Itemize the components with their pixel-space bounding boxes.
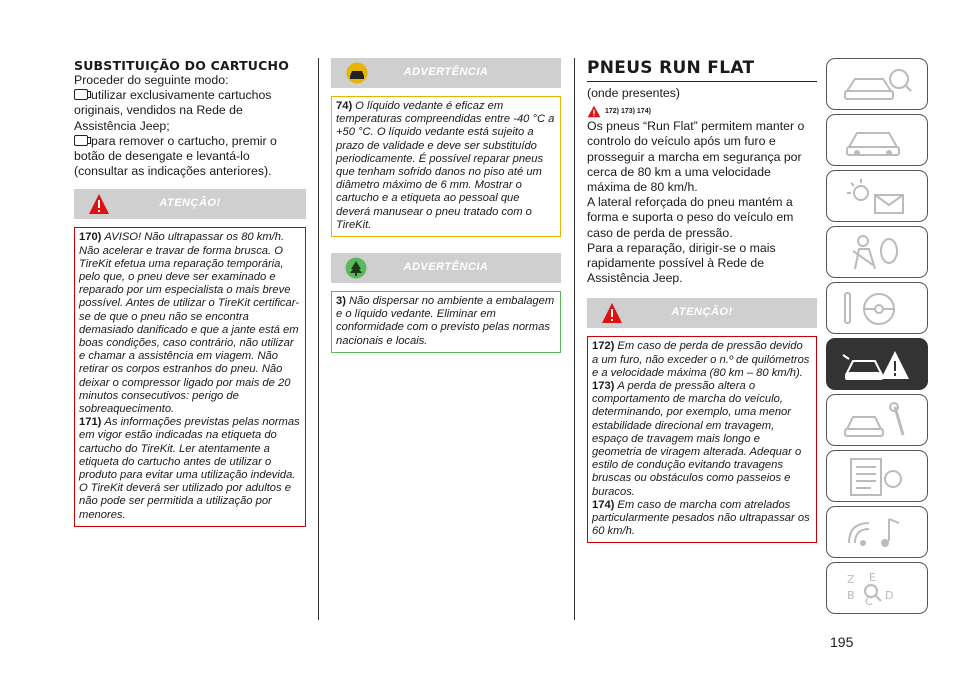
svg-text:C: C [865, 595, 873, 608]
bullet-item: utilizar exclusivamente cartuchos originais, vendidos na Rede de Assistência Jeep; [74, 88, 272, 133]
environment-title: ADVERTÊNCIA [403, 261, 489, 274]
environment-header [331, 253, 561, 283]
column-divider [574, 58, 575, 620]
section-title: PNEUS RUN FLAT [587, 58, 817, 82]
tab-driving[interactable] [826, 282, 928, 334]
car-emergency-icon [841, 345, 913, 385]
attention-header [74, 189, 306, 219]
subtitle: (onde presentes) [587, 86, 680, 100]
note-item: 174) Em caso de marcha com atrelados particularmente pesados não ultrapassar os 60 km/h. [592, 498, 810, 538]
tab-index[interactable] [826, 562, 928, 614]
intro-text: Proceder do seguinte modo: [74, 73, 229, 87]
warning-triangle-icon [587, 105, 601, 118]
attention-title: ATENÇÃO! [159, 197, 221, 210]
bullet-item: para remover o cartucho, premir o botão de desengate e levantá-lo (consultar as indicações anteriores). [74, 133, 277, 179]
lights-mail-icon [841, 177, 913, 217]
svg-text:Z: Z [847, 573, 855, 586]
tab-car-info[interactable] [826, 58, 928, 110]
bullet-icon [74, 89, 88, 100]
note-item: 170) AVISO! Não ultrapassar os 80 km/h. Não acelerar e travar de forma brusca. O TireKit efetua uma reparação temporária, pelo que, o pneu deve ser examinado e reparado por um especialista o mais breve possível. Antes de utilizar o TireKit certificar-se de que o pneu não se encontra demasiado danificado e que a jante está em boas condições, caso contrário, não utilizar e chamar a assistência em viagem. Não retirar os corpos estranhos do pneu. Não deixar o compressor ligado por mais de 20 minutos consecutivos: perigo de sobreaquecimento. [79, 231, 300, 416]
tab-safety[interactable] [826, 226, 928, 278]
note-item: 171) As informações previstas pelas normas em vigor estão indicadas na etiqueta do cartucho do TireKit. Ler atentamente a etiqueta do cartucho antes de utilizar o produto para evitar uma utilização indevida. O TireKit deverá ser utilizado por adultos e não pode ser permitida a utilização por menores. [79, 416, 300, 521]
column-middle [331, 58, 561, 353]
paragraph: A lateral reforçada do pneu mantém a forma e suporta o peso do veículo em caso de perda de pressão. [587, 195, 794, 240]
chapter-tabs [826, 58, 928, 618]
attention-header [587, 298, 817, 328]
attention-notes [74, 227, 306, 526]
paragraph: Para a reparação, dirigir-se o mais rapidamente possível à Rede de Assistência Jeep. [587, 240, 776, 286]
steering-wheel-icon [841, 289, 913, 329]
tab-lights[interactable] [826, 170, 928, 222]
section-heading: SUBSTITUIÇÃO DO CARTUCHO [74, 58, 290, 73]
note-item: 172) Em caso de perda de pressão devido a um furo, não exceder o n.º de quilómetros e a velocidade máxima (80 km – 80 km/h). [592, 340, 810, 379]
attention-title: ATENÇÃO! [671, 306, 733, 319]
column-divider [318, 58, 319, 620]
svg-text:B: B [847, 589, 855, 602]
page-number: 195 [830, 634, 854, 650]
car-dashboard-icon [841, 121, 913, 161]
bullet-icon [74, 135, 88, 146]
multimedia-icon [841, 513, 913, 553]
reference-line [587, 103, 817, 119]
attention-notes [587, 336, 817, 543]
note-item: 173) A perda de pressão altera o comportamento de marcha do veículo, determinando, por exemplo, uma menor estabilidade direcional em travagem, espaço de travagem mais longo e geometria de viragem alterada. Adequar o estilo de condução evitando travagens bruscas ou obstáculos como passeios e buracos. [592, 380, 802, 498]
tab-maintenance[interactable] [826, 394, 928, 446]
wrench-car-icon [841, 401, 913, 441]
warning-title: ADVERTÊNCIA [403, 66, 489, 78]
column-right [587, 58, 817, 543]
column-left [74, 58, 306, 527]
alphabet-index-icon [841, 569, 913, 609]
warning-header [331, 58, 561, 88]
airbag-person-icon [841, 233, 913, 273]
note-references: 172) 173) 174) [605, 108, 651, 116]
tab-multimedia[interactable] [826, 506, 928, 558]
environment-note: 3) Não dispersar no ambiente a embalagem e o líquido vedante. Eliminar em conformidade com o previsto pelas normas nacionais e locais. [331, 291, 561, 353]
tab-dashboard[interactable] [826, 114, 928, 166]
car-info-icon [841, 65, 913, 105]
tab-specs[interactable] [826, 450, 928, 502]
warning-note: 74) O líquido vedante é eficaz em temperaturas compreendidas entre -40 °C a +50 °C. O líquido vedante está sujeito a prazo de validade e deve ser substituído periodicamente. É possível reparar pneus que tenham sofrido danos no piso até um diâmetro máximo de 6 mm. Mostrar o cartucho e a etiqueta ao pessoal que deverá manusear o pneu tratado com o TireKit. [331, 96, 561, 237]
svg-text:D: D [885, 589, 894, 602]
specs-list-icon [841, 457, 913, 497]
paragraph: Os pneus “Run Flat” permitem manter o controlo do veículo após um furo e prosseguir a marcha em segurança por cerca de 80 km a uma velocidade máxima de 80 km/h. [587, 119, 805, 195]
svg-text:E: E [869, 571, 876, 584]
tab-emergency[interactable] [826, 338, 928, 390]
